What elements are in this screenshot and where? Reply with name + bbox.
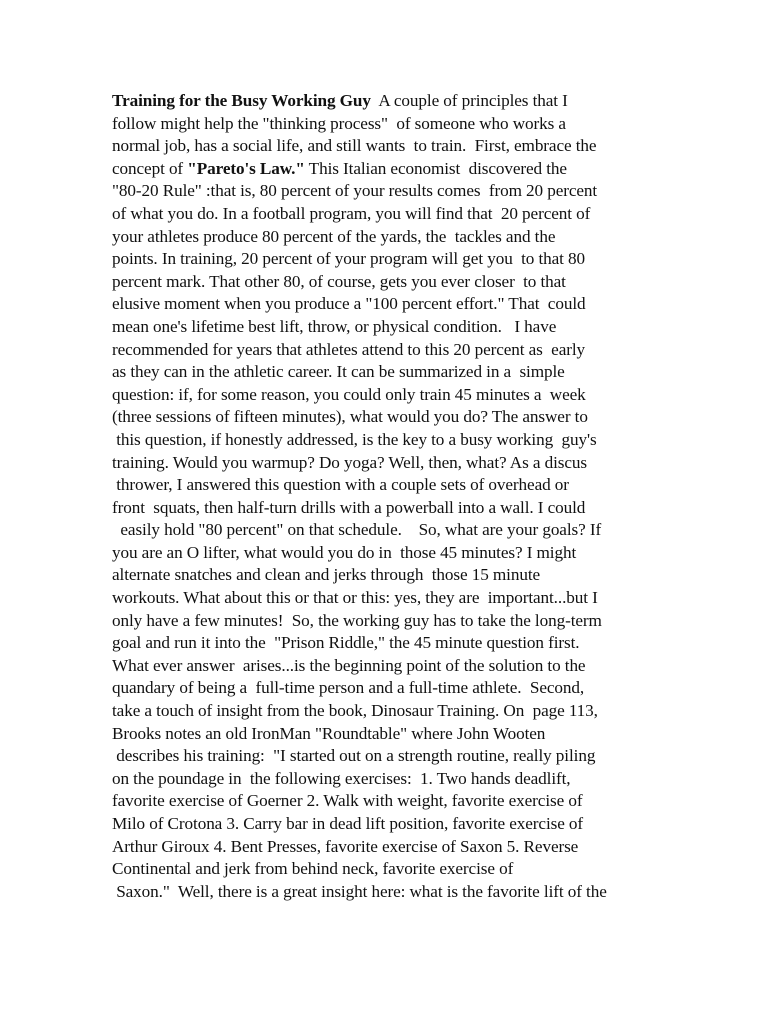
text-line — [112, 836, 672, 859]
text-run: This Italian economist discovered the — [304, 158, 567, 178]
text-line — [112, 339, 672, 362]
text-line — [112, 135, 672, 158]
bold-text: "Pareto's Law." — [187, 158, 305, 178]
text-line — [112, 813, 672, 836]
text-run: "80-20 Rule" :that is, 80 percent of your results comes from 20 percent — [112, 181, 598, 201]
text-run: easily hold "80 percent" on that schedule. So, what are your goals? If — [112, 520, 602, 540]
text-line — [112, 361, 672, 384]
text-run: A couple of principles that I — [370, 91, 568, 110]
text-run: Arthur Giroux 4. Bent Presses, favorite exercise of Saxon 5. Reverse — [112, 836, 579, 856]
text-run: Saxon." Well, there is a great insight here: what is the favorite lift of the — [112, 881, 607, 901]
text-run: elusive moment when you produce a "100 percent effort." That could — [112, 294, 586, 314]
text-run: recommended for years that athletes attend to this 20 percent as early — [112, 339, 586, 359]
text-run: Milo of Crotona 3. Carry bar in dead lift position, favorite exercise of — [112, 814, 584, 833]
text-run: thrower, I answered this question with a couple sets of overhead or — [112, 475, 569, 495]
text-line — [112, 497, 672, 520]
text-run: What ever answer arises...is the beginning point of the solution to the — [112, 655, 586, 675]
text-line — [112, 723, 672, 746]
text-line — [112, 542, 672, 565]
text-line — [112, 452, 672, 475]
text-run: mean one's lifetime best lift, throw, or physical condition. I have — [112, 316, 557, 336]
text-run: goal and run it into the "Prison Riddle," the 45 minute question first. — [112, 633, 580, 653]
text-run: of what you do. In a football program, you will find that 20 percent of — [112, 203, 591, 223]
text-run: question: if, for some reason, you could only train 45 minutes a week — [112, 384, 586, 404]
text-run: points. In training, 20 percent of your program will get you to that 80 — [112, 249, 586, 269]
text-line — [112, 655, 672, 678]
text-line — [112, 158, 672, 181]
text-line — [112, 316, 672, 339]
text-line — [112, 90, 672, 113]
text-run: alternate snatches and clean and jerks through those 15 minute — [112, 565, 541, 585]
text-line — [112, 203, 672, 226]
text-line — [112, 113, 672, 136]
text-line — [112, 384, 672, 407]
text-line — [112, 293, 672, 316]
text-line — [112, 610, 672, 633]
text-run: workouts. What about this or that or this: yes, they are important...but I — [112, 588, 598, 608]
text-line — [112, 226, 672, 249]
text-run: only have a few minutes! So, the working guy has to take the long-term — [112, 610, 602, 630]
text-line — [112, 677, 672, 700]
text-line — [112, 881, 672, 904]
text-line — [112, 790, 672, 813]
text-run: as they can in the athletic career. It can be summarized in a simple — [112, 362, 565, 382]
text-line — [112, 248, 672, 271]
text-run: this question, if honestly addressed, is the key to a busy working guy's — [112, 429, 597, 449]
text-run: (three sessions of fifteen minutes), what would you do? The answer to — [112, 407, 588, 427]
text-run: you are an O lifter, what would you do in those 45 minutes? I might — [112, 542, 577, 562]
text-line — [112, 564, 672, 587]
text-run: percent mark. That other 80, of course, gets you ever closer to that — [112, 271, 566, 291]
text-run: follow might help the "thinking process" of someone who works a — [112, 113, 566, 133]
text-line — [112, 587, 672, 610]
text-run: Brooks notes an old IronMan "Roundtable" where John Wooten — [112, 723, 546, 743]
text-line — [112, 768, 672, 791]
text-run: favorite exercise of Goerner 2. Walk with weight, favorite exercise of — [112, 791, 583, 811]
text-line — [112, 519, 672, 542]
text-run: concept of — [112, 158, 188, 178]
text-line — [112, 180, 672, 203]
text-run: your athletes produce 80 percent of the yards, the tackles and the — [112, 226, 556, 246]
text-run: Continental and jerk from behind neck, favorite exercise of — [112, 859, 514, 879]
text-run: front squats, then half-turn drills with a powerball into a wall. I could — [112, 497, 586, 517]
text-line — [112, 858, 672, 881]
text-line — [112, 271, 672, 294]
bold-text: Training for the Busy Working Guy — [112, 91, 371, 110]
text-run: describes his training: "I started out on a strength routine, really piling — [112, 746, 596, 766]
text-line — [112, 632, 672, 655]
text-line — [112, 406, 672, 429]
text-run: quandary of being a full-time person and a full-time athlete. Second, — [112, 678, 585, 698]
text-line — [112, 474, 672, 497]
text-line — [112, 429, 672, 452]
text-run: on the poundage in the following exercises: 1. Two hands deadlift, — [112, 768, 571, 788]
text-line — [112, 745, 672, 768]
text-run: take a touch of insight from the book, Dinosaur Training. On page 113, — [112, 701, 598, 721]
article-body — [112, 90, 672, 903]
text-run: training. Would you warmup? Do yoga? Well, then, what? As a discus — [112, 452, 587, 472]
text-line — [112, 700, 672, 723]
text-run: normal job, has a social life, and still wants to train. First, embrace the — [112, 136, 597, 156]
